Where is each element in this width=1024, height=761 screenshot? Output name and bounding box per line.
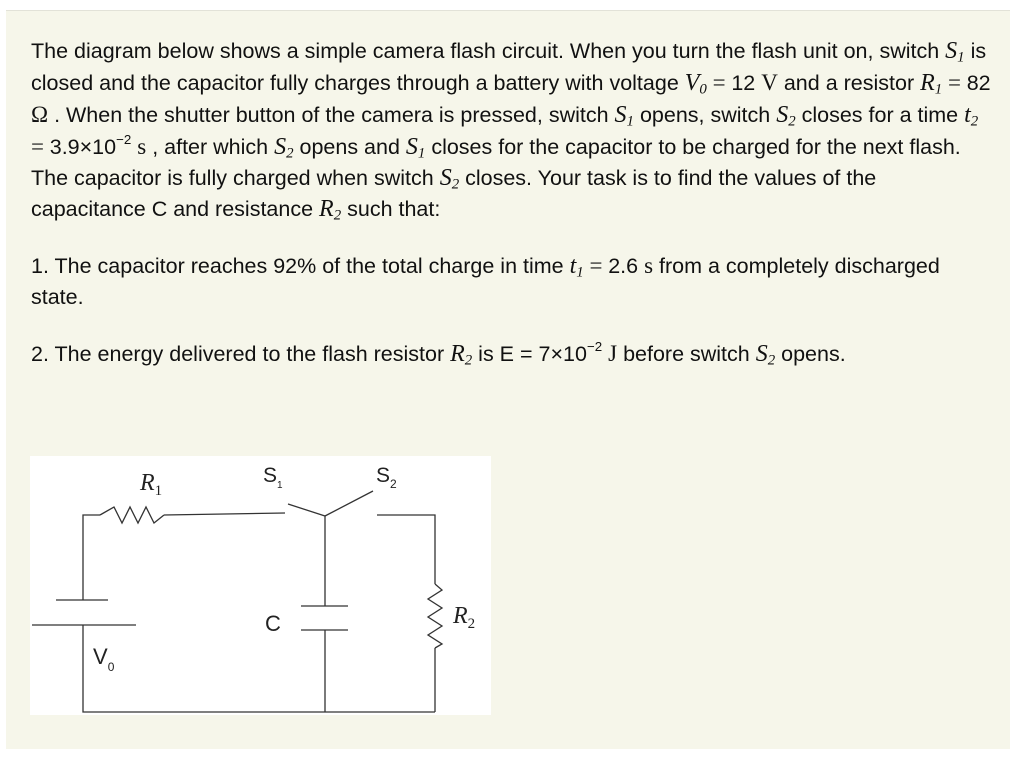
label-V0: $V_0$ bbox=[93, 644, 115, 674]
unit-joule: J bbox=[608, 341, 618, 366]
value-resistance: 82 bbox=[966, 71, 991, 95]
text-segment: is E = 7×10 bbox=[472, 342, 587, 366]
unit-second: s bbox=[644, 253, 654, 278]
symbol-S2: $S_2$ bbox=[274, 134, 294, 162]
symbol-t2: $t_2$ bbox=[964, 102, 979, 130]
unit-volt: V bbox=[761, 70, 778, 95]
text-segment: . When the shutter button of the camera is pressed, switch bbox=[48, 103, 615, 127]
symbol-R1: $R_1$ bbox=[920, 70, 943, 98]
problem-paragraph-intro bbox=[31, 36, 991, 225]
symbol-R2: $R_2$ bbox=[319, 196, 342, 224]
text-segment: The diagram below shows a simple camera flash circuit. When you turn the flash unit on, switch bbox=[31, 39, 946, 63]
label-S2: $S_2$ bbox=[376, 464, 397, 491]
label-S1: $S_1$ bbox=[263, 464, 283, 491]
symbol-S1: $S_1$ bbox=[405, 134, 426, 162]
problem-text bbox=[31, 36, 991, 370]
value-t2: $3.9\times 10^{-2}$ bbox=[49, 132, 132, 159]
wire-S2-to-R2 bbox=[377, 515, 435, 584]
resistor-R1 bbox=[100, 507, 164, 523]
text-segment: from a completely discharged state. bbox=[31, 254, 940, 309]
value-t1: 2.6 bbox=[608, 254, 639, 278]
equals-sign: = bbox=[942, 70, 967, 95]
wire-R1-to-S1 bbox=[164, 513, 285, 515]
equals-sign: = bbox=[583, 253, 609, 278]
unit-second: s bbox=[137, 134, 147, 159]
switch-S1-blade bbox=[288, 504, 325, 516]
label-C: C bbox=[265, 611, 281, 636]
circuit-diagram bbox=[30, 456, 491, 715]
symbol-S1: $S_1$ bbox=[614, 102, 634, 130]
symbol-S2: $S_2$ bbox=[439, 165, 460, 193]
text-segment: opens. bbox=[775, 342, 846, 366]
text-segment: is closed and the capacitor fully charges through a battery with voltage bbox=[31, 39, 987, 95]
wire-left-top bbox=[83, 515, 100, 600]
exponent: −2 bbox=[586, 339, 603, 355]
text-segment: closes. Your task is to find the values of the capacitance C and resistance bbox=[31, 166, 877, 221]
text-segment: opens, switch bbox=[633, 103, 777, 127]
text-segment: , after which bbox=[146, 135, 275, 159]
symbol-S2: $S_2$ bbox=[776, 102, 796, 130]
unit-ohm: Ω bbox=[31, 102, 49, 127]
symbol-V0: $V_0$ bbox=[684, 70, 707, 98]
switch-S2-blade bbox=[325, 491, 373, 516]
resistor-R2 bbox=[428, 584, 442, 648]
symbol-S2: $S_2$ bbox=[755, 341, 776, 369]
text-segment: before switch bbox=[617, 342, 756, 366]
text-segment: and a resistor bbox=[777, 71, 921, 95]
text-segment: 2. The energy delivered to the flash resistor bbox=[31, 342, 451, 366]
value-voltage: 12 bbox=[731, 71, 756, 95]
wire-battery-bottom bbox=[83, 625, 435, 712]
text-segment: closes for the capacitor to be charged for the next flash. The capacitor is fully charged when switch bbox=[31, 135, 961, 190]
text-segment: 1. The capacitor reaches 92% of the total charge in time bbox=[31, 254, 570, 278]
label-R2: $R_2$ bbox=[453, 603, 476, 632]
equals-sign: = bbox=[31, 134, 50, 159]
symbol-R2: $R_2$ bbox=[450, 341, 473, 369]
circuit-svg bbox=[30, 456, 491, 715]
text-segment: closes for a time bbox=[795, 103, 965, 127]
text-segment: opens and bbox=[293, 135, 406, 159]
label-R1: $R_1$ bbox=[140, 470, 163, 499]
problem-condition-2 bbox=[31, 338, 991, 370]
problem-condition-1 bbox=[31, 250, 991, 313]
text-segment: such that: bbox=[341, 197, 441, 221]
symbol-S1: $S_1$ bbox=[945, 38, 965, 66]
equals-sign: = bbox=[706, 70, 732, 95]
symbol-t1: $t_1$ bbox=[569, 253, 584, 281]
